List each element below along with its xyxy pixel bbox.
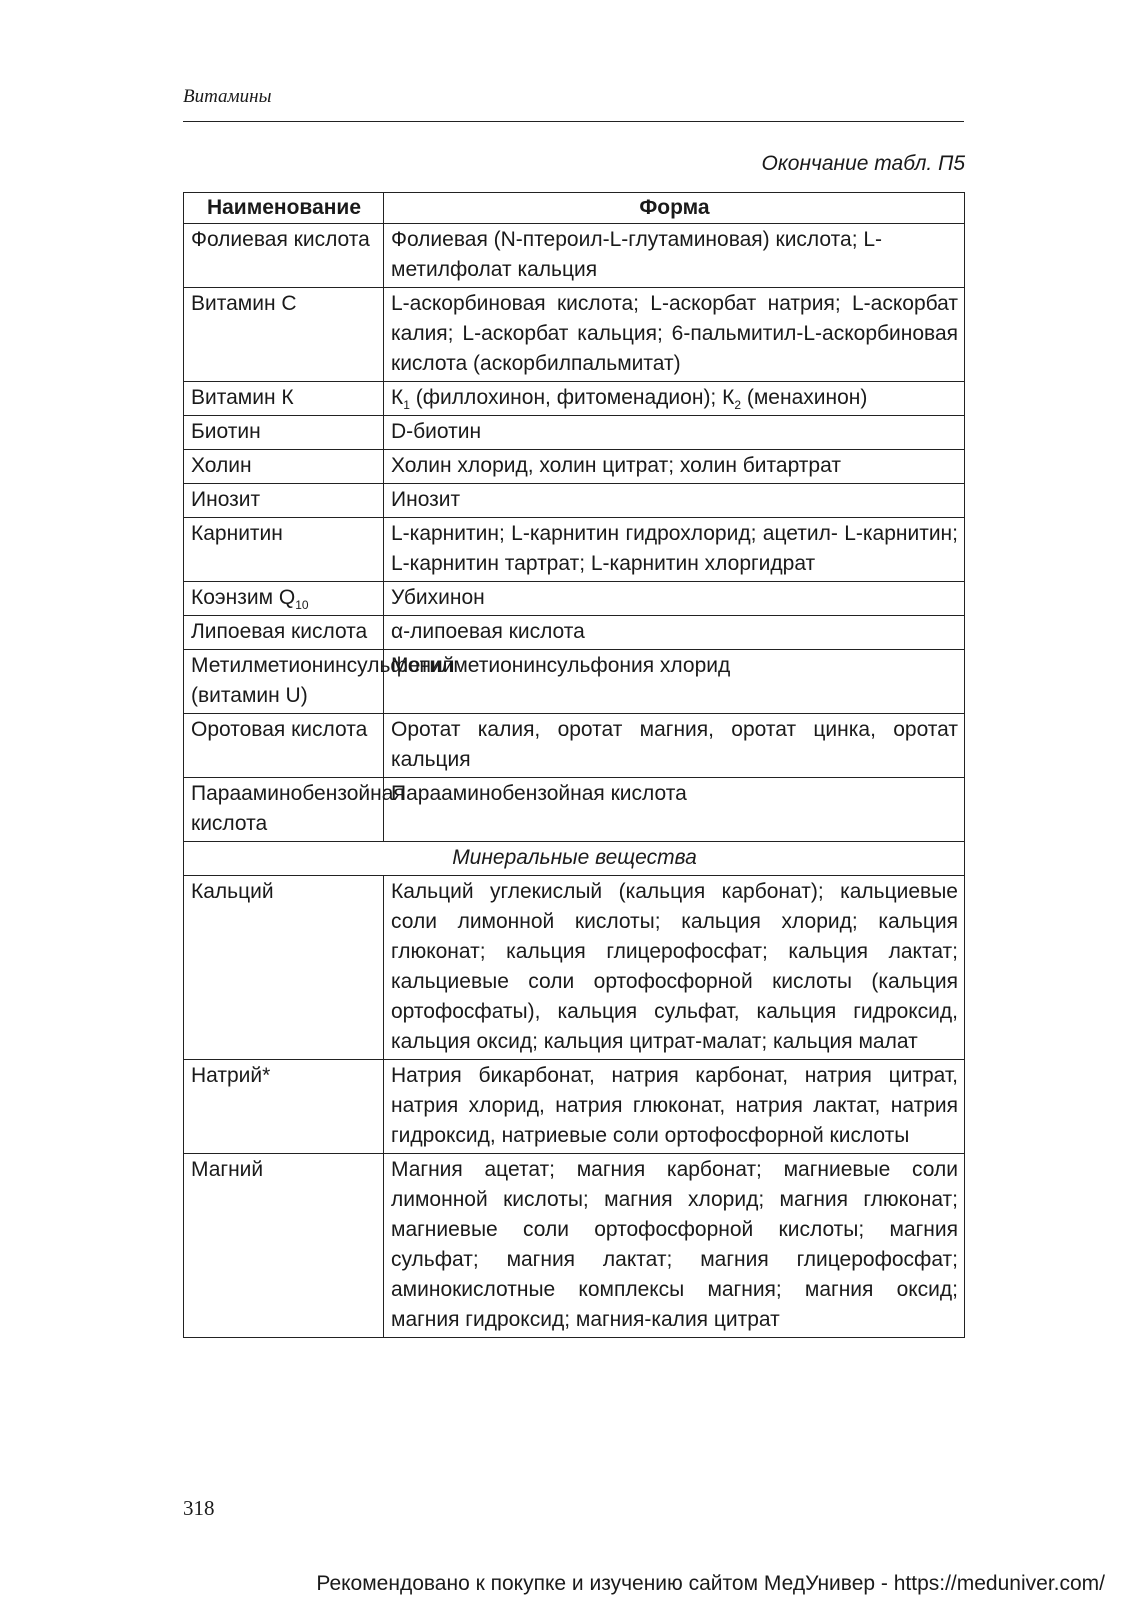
header-rule — [183, 121, 964, 122]
row-name: Биотин — [184, 416, 384, 450]
row-form: Метилметионинсульфония хлорид — [384, 650, 965, 714]
row-name: Витамин К — [184, 382, 384, 416]
table-row — [184, 714, 965, 778]
row-form: D-биотин — [384, 416, 965, 450]
row-form: Оротат калия, оротат магния, оротат цинка, оротат кальция — [384, 714, 965, 778]
table-row — [184, 224, 965, 288]
row-form: Холин хлорид, холин цитрат; холин битартрат — [384, 450, 965, 484]
row-name: Кальций — [184, 876, 384, 1060]
coenzyme-label: Коэнзим Q — [191, 586, 296, 609]
k2-text: (менахинон) — [741, 386, 868, 409]
row-name: Холин — [184, 450, 384, 484]
row-name: Магний — [184, 1154, 384, 1338]
table-row — [184, 382, 965, 416]
table-caption: Окончание табл. П5 — [761, 152, 965, 175]
table-row — [184, 450, 965, 484]
row-form: Убихинон — [384, 582, 965, 616]
coenzyme-subscript: 10 — [295, 598, 309, 612]
row-form: Кальций углекислый (кальция карбонат); кальциевые соли лимонной кислоты; кальция хлорид; кальция глюконат; кальция глицерофосфат; кальция лактат; кальциевые соли ортофосфорной кислоты (кальция ортофосфаты), кальция сульфат, кальция гидроксид, кальция оксид; кальция цитрат-малат; кальция малат — [384, 876, 965, 1060]
row-form — [384, 382, 965, 416]
table-row — [184, 650, 965, 714]
table-row — [184, 1154, 965, 1338]
row-name: Оротовая кислота — [184, 714, 384, 778]
running-head: Витамины — [183, 86, 272, 107]
row-form: Инозит — [384, 484, 965, 518]
table-row — [184, 484, 965, 518]
table-row — [184, 518, 965, 582]
k1-label: К — [391, 386, 404, 409]
row-name: Витамин С — [184, 288, 384, 382]
row-name: Липоевая кислота — [184, 616, 384, 650]
table-row — [184, 1060, 965, 1154]
row-form: Парааминобензойная кислота — [384, 778, 965, 842]
table-row — [184, 876, 965, 1060]
row-form: α-липоевая кислота — [384, 616, 965, 650]
row-name: Карнитин — [184, 518, 384, 582]
section-row — [184, 842, 965, 876]
k2-subscript: 2 — [734, 398, 742, 412]
page-number: 318 — [183, 1496, 215, 1520]
row-name: Натрий* — [184, 1060, 384, 1154]
row-form: L-аскорбиновая кислота; L-аскорбат натрия; L-аскорбат калия; L-аскорбат кальция; 6-пальмитил-L-аскорбиновая кислота (аскорбилпальмитат) — [384, 288, 965, 382]
k1-subscript: 1 — [403, 398, 410, 412]
table-row — [184, 616, 965, 650]
row-name: Инозит — [184, 484, 384, 518]
row-form: Натрия бикарбонат, натрия карбонат, натрия цитрат, натрия хлорид, натрия глюконат, натрия лактат, натрия гидроксид, натриевые соли ортофосфорной кислоты — [384, 1060, 965, 1154]
forms-table — [183, 192, 965, 1338]
table-header-row — [184, 193, 965, 224]
column-header-form: Форма — [384, 193, 965, 224]
row-name: Фолиевая кислота — [184, 224, 384, 288]
table-row — [184, 288, 965, 382]
row-form: Фолиевая (N-птероил-L-глутаминовая) кислота; L-метилфолат кальция — [384, 224, 965, 288]
row-form: L-карнитин; L-карнитин гидрохлорид; ацетил- L-карнитин; L-карнитин тартрат; L-карнитин хлоргидрат — [384, 518, 965, 582]
table-row — [184, 582, 965, 616]
row-name: Метилметионинсульфоний (витамин U) — [184, 650, 384, 714]
row-name: Парааминобензойная кислота — [184, 778, 384, 842]
table-row — [184, 416, 965, 450]
section-title: Минеральные вещества — [184, 842, 965, 876]
column-header-name: Наименование — [184, 193, 384, 224]
table-row — [184, 778, 965, 842]
row-form: Магния ацетат; магния карбонат; магниевые соли лимонной кислоты; магния хлорид; магния глюконат; магниевые соли ортофосфорной кислоты; магния сульфат; магния лактат; магния глицерофосфат; аминокислотные комплексы магния; магния оксид; магния гидроксид; магния-калия цитрат — [384, 1154, 965, 1338]
row-name — [184, 582, 384, 616]
footer-recommendation: Рекомендовано к покупке и изучению сайтом МедУнивер - https://meduniver.com/ — [316, 1572, 1105, 1595]
k1-text: (филлохинон, фитоменадион); К — [409, 386, 735, 409]
